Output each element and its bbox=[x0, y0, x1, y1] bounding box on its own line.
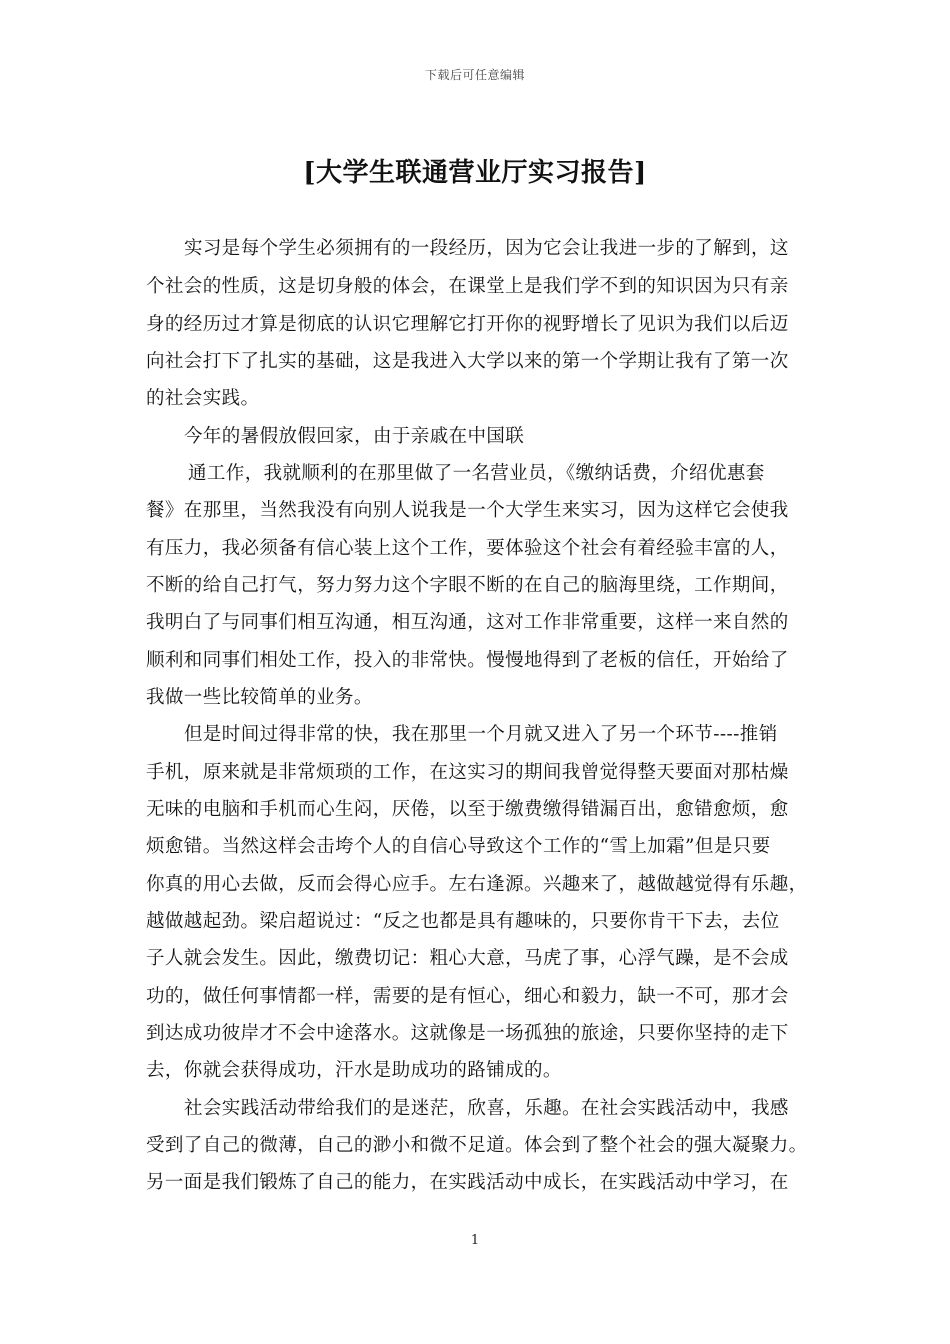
body-line: 今年的暑假放假回家，由于亲戚在中国联 bbox=[184, 426, 525, 447]
document-title: [大学生联通营业厅实习报告] bbox=[303, 158, 647, 188]
body-line: 我明白了与同事们相互沟通，相互沟通，这对工作非常重要，这样一来自然的 bbox=[146, 612, 789, 633]
body-line: 餐》在那里，当然我没有向别人说我是一个大学生来实习，因为这样它会使我 bbox=[146, 500, 789, 521]
body-line: 无味的电脑和手机而心生闷，厌倦，以至于缴费缴得错漏百出，愈错愈烦，愈 bbox=[146, 799, 789, 820]
body-line: 子人就会发生。因此，缴费切记：粗心大意，马虎了事，心浮气躁，是不会成 bbox=[146, 948, 789, 969]
body-line: 越做越起劲。梁启超说过：“反之也都是具有趣味的，只要你肯干下去，去位 bbox=[146, 911, 780, 932]
body-line: 的社会实践。 bbox=[146, 388, 260, 409]
body-line: 顺利和同事们相处工作，投入的非常快。慢慢地得到了老板的信任，开始给了 bbox=[146, 650, 789, 671]
body-line: 去，你就会获得成功，汗水是助成功的路铺成的。 bbox=[146, 1060, 562, 1081]
body-line: 受到了自己的微薄，自己的渺小和微不足道。体会到了整个社会的强大凝聚力。 bbox=[146, 1135, 808, 1156]
body-line: 向社会打下了扎实的基础，这是我进入大学以来的第一个学期让我有了第一次 bbox=[146, 351, 789, 372]
body-line: 另一面是我们锻炼了自己的能力，在实践活动中成长，在实践活动中学习，在 bbox=[146, 1172, 789, 1193]
body-line: 但是时间过得非常的快，我在那里一个月就又进入了另一个环节----推销 bbox=[184, 724, 778, 745]
body-line: 烦愈错。当然这样会击垮个人的自信心导致这个工作的“雪上加霜”但是只要 bbox=[146, 836, 771, 857]
body-line: 实习是每个学生必须拥有的一段经历，因为它会让我进一步的了解到，这 bbox=[184, 238, 789, 259]
body-line: 不断的给自己打气，努力努力这个字眼不断的在自己的脑海里绕，工作期间， bbox=[146, 575, 789, 596]
body-line: 个社会的性质，这是切身般的体会，在课堂上是我们学不到的知识因为只有亲 bbox=[146, 276, 789, 297]
body-line: 通工作，我就顺利的在那里做了一名营业员，《缴纳话费，介绍优惠套 bbox=[188, 463, 765, 484]
body-line: 身的经历过才算是彻底的认识它理解它打开你的视野增长了见识为我们以后迈 bbox=[146, 314, 789, 335]
body-line: 有压力，我必须备有信心装上这个工作，要体验这个社会有着经验丰富的人， bbox=[146, 538, 789, 559]
body-line: 我做一些比较简单的业务。 bbox=[146, 687, 373, 708]
body-line: 社会实践活动带给我们的是迷茫，欣喜，乐趣。在社会实践活动中，我感 bbox=[184, 1098, 789, 1119]
page-header: 下载后可任意编辑 bbox=[424, 68, 525, 82]
body-line: 你真的用心去做，反而会得心应手。左右逢源。兴趣来了，越做越觉得有乐趣， bbox=[146, 874, 808, 895]
body-line: 到达成功彼岸才不会中途落水。这就像是一场孤独的旅途，只要你坚持的走下 bbox=[146, 1023, 789, 1044]
body-line: 功的，做任何事情都一样，需要的是有恒心，细心和毅力，缺一不可，那才会 bbox=[146, 986, 789, 1007]
body-line: 手机，原来就是非常烦琐的工作，在这实习的期间我曾觉得整天要面对那枯燥 bbox=[146, 762, 789, 783]
page-number: 1 bbox=[470, 1233, 480, 1248]
